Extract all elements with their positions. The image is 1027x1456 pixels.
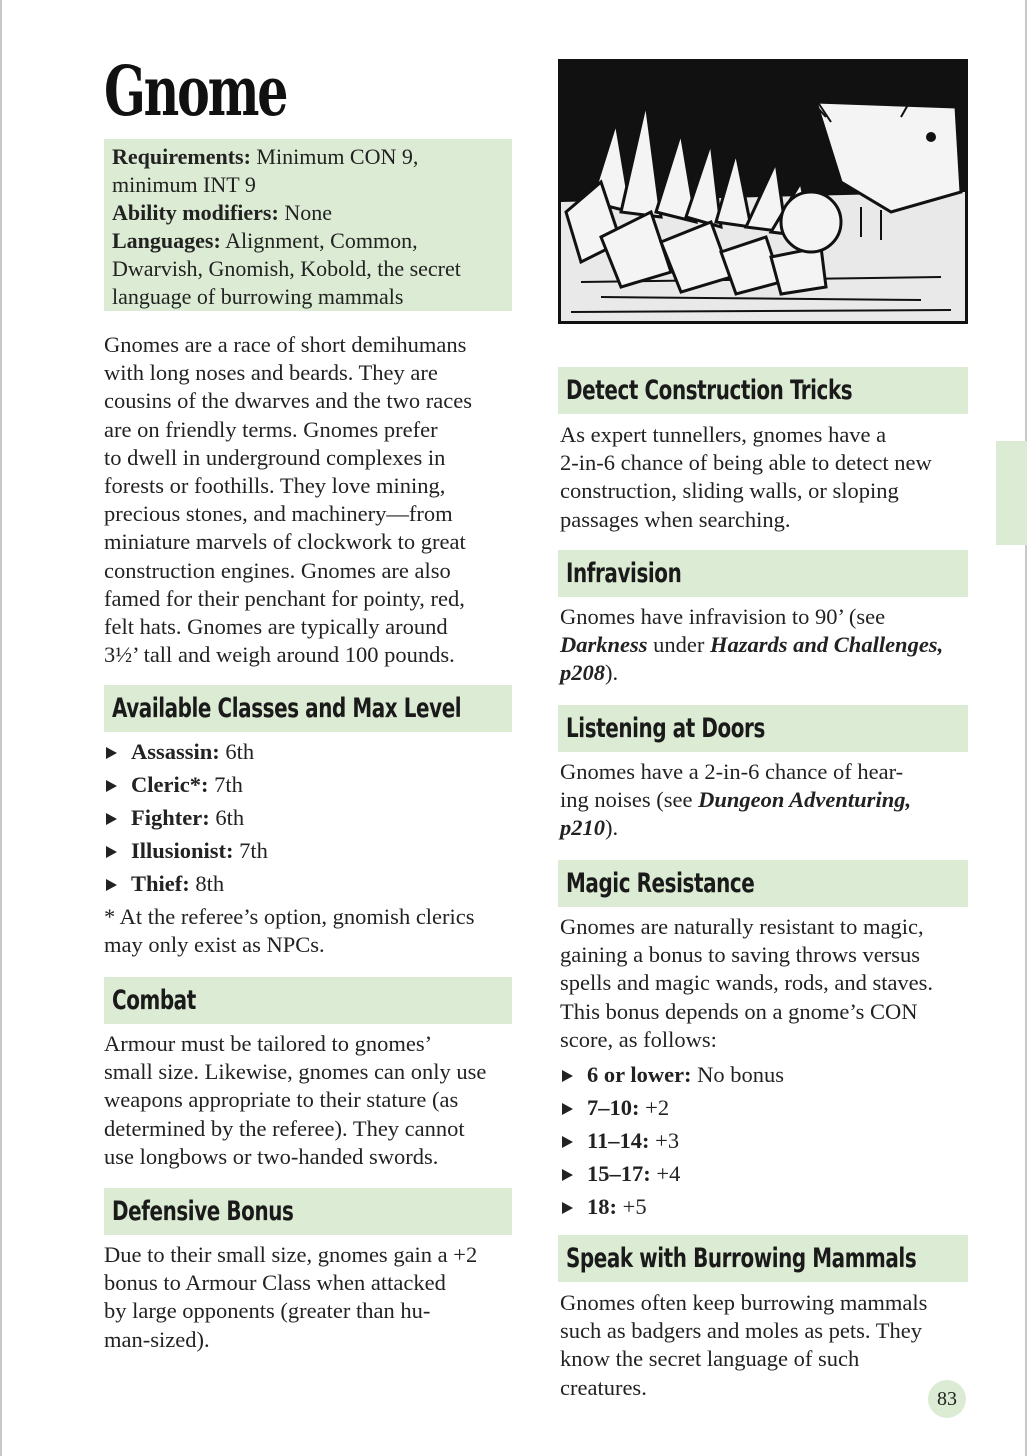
defensive-bonus-paragraph: Due to their small size, gnomes gain a +2 bonus to Armour Class when attacked by large opponents (greater than hu- man-sized). [104,1242,478,1352]
intro-line: cousins of the dwarves and the two races [104,388,473,414]
speak-burrowing-paragraph: Gnomes often keep burrowing mammals such as badgers and moles as pets. They know the secret language of such creatures. [560,1290,928,1400]
magic-resistance-paragraph: Gnomes are naturally resistant to magic, gaining a bonus to saving throws versus spells and magic wands, rods, and staves. This bonus depends on a gnome’s CON score, as follows: [560,914,934,1052]
intro-line: miniature marvels of clockwork to great [104,529,466,555]
crystals-and-bird-image [561,62,965,321]
bullet-triangle-icon [106,813,117,825]
bullet-triangle-icon [106,879,117,891]
bullet-triangle-icon [106,780,117,792]
ability-modifiers-label: Ability modifiers: [112,200,279,225]
defensive-bonus-heading: Defensive Bonus [104,1188,512,1235]
bullet-triangle-icon [562,1103,573,1115]
list-item: 6 or lower: No bonus [560,1058,970,1091]
requirements-box [104,139,512,311]
list-item: 18: +5 [560,1190,970,1223]
page-edge-left [0,0,2,1456]
speak-burrowing-heading: Speak with Burrowing Mammals [558,1235,968,1282]
list-item: 11–14: +3 [560,1124,970,1157]
page-number: 83 [928,1380,966,1418]
list-item: Assassin: 6th [104,735,512,768]
intro-line: are on friendly terms. Gnomes prefer [104,416,438,442]
bullet-triangle-icon [562,1136,573,1148]
detect-construction-heading: Detect Construction Tricks [558,367,968,414]
intro-line: precious stones, and machinery—from [104,501,453,527]
intro-line: forests or foothills. They love mining, [104,473,446,499]
intro-line: with long noses and beards. They are [104,360,438,386]
bullet-triangle-icon [562,1070,573,1082]
magic-resistance-list [560,1058,970,1223]
ability-modifiers-value: None [278,200,332,225]
intro-line: construction engines. Gnomes are also [104,557,451,583]
intro-line: Gnomes are a race of short demihumans [104,332,467,357]
bullet-triangle-icon [106,747,117,759]
magic-resistance-heading: Magic Resistance [558,860,968,907]
list-item: Fighter: 6th [104,801,512,834]
list-item: 7–10: +2 [560,1091,970,1124]
bullet-triangle-icon [562,1169,573,1181]
combat-heading: Combat [104,977,512,1024]
chapter-tab [996,441,1027,545]
list-item: Thief: 8th [104,867,512,900]
classes-note: * At the referee’s option, gnomish clerics may only exist as NPCs. [104,904,475,958]
infravision-paragraph: Gnomes have infravision to 90’ (see Darkness under Hazards and Challenges, p208). [560,604,944,686]
requirements-value: Minimum CON 9, minimum INT 9 [112,144,419,197]
languages-label: Languages: [112,228,221,253]
intro-line: famed for their penchant for pointy, red, [104,585,465,611]
intro-line: felt hats. Gnomes are typically around [104,614,448,640]
classes-list [104,735,512,900]
list-item: Cleric*: 7th [104,768,512,801]
listening-heading: Listening at Doors [558,705,968,752]
requirements-label: Requirements: [112,144,251,169]
list-item: 15–17: +4 [560,1157,970,1190]
infravision-heading: Infravision [558,550,968,597]
intro-line: to dwell in underground complexes in [104,444,446,470]
page-title: Gnome [104,52,287,132]
intro-paragraph [104,331,514,669]
classes-heading: Available Classes and Max Level [104,685,512,732]
listening-paragraph: Gnomes have a 2-in-6 chance of hear- ing noises (see Dungeon Adventuring, p210). [560,759,912,841]
detect-construction-paragraph: As expert tunnellers, gnomes have a 2-in-6 chance of being able to detect new construction, sliding walls, or sloping passages when searching. [560,422,932,532]
bullet-triangle-icon [106,846,117,858]
combat-paragraph: Armour must be tailored to gnomes’ small size. Likewise, gnomes can only use weapons appropriate to their stature (as determined by the referee). They cannot use longbows or two-handed swords. [104,1031,487,1169]
bullet-triangle-icon [562,1202,573,1214]
intro-line: 3½’ tall and weigh around 100 pounds. [104,642,455,668]
gnome-illustration [558,59,968,324]
languages-value: Alignment, Common, Dwarvish, Gnomish, Kobold, the secret language of burrowing mammals [112,228,461,309]
list-item: Illusionist: 7th [104,834,512,867]
